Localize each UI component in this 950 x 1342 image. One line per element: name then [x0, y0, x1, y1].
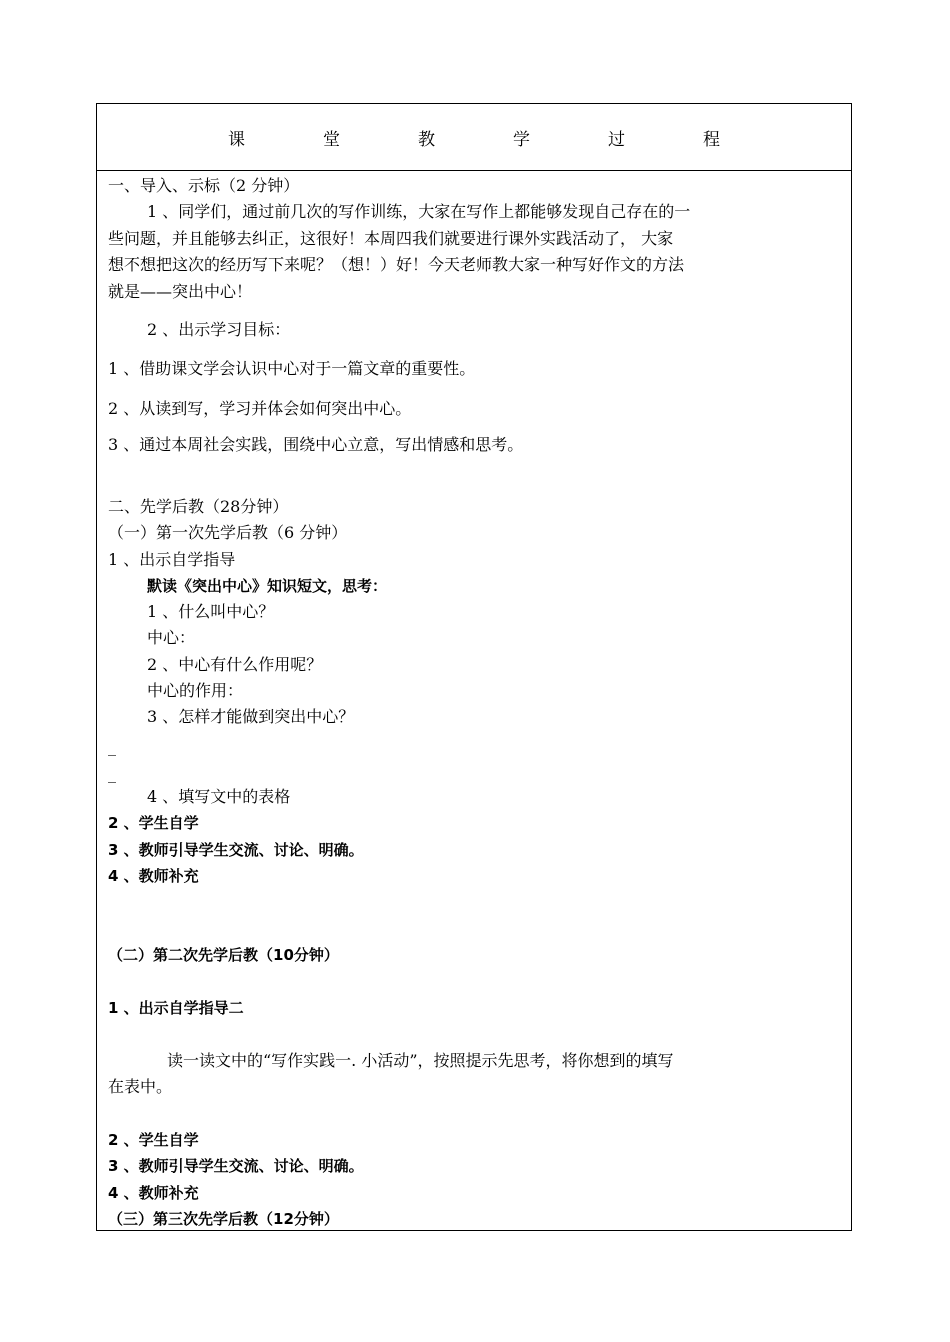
- part2-step: 4 、教师补充: [108, 1184, 199, 1202]
- intro-line: 想不想把这次的经历写下来呢？（想！）好！今天老师教大家一种写好作文的方法: [108, 255, 685, 274]
- part1-step: 2 、学生自学: [108, 814, 199, 832]
- question: 4 、填写文中的表格: [147, 787, 291, 806]
- title-char: 课: [228, 129, 245, 150]
- part1-step: 4 、教师补充: [108, 867, 199, 885]
- goal-item: 3 、通过本周社会实践，围绕中心立意，写出情感和思考。: [108, 435, 524, 454]
- blank-line: _: [108, 764, 116, 783]
- goal-item: 2 、从读到写，学习并体会如何突出中心。: [108, 399, 412, 418]
- part1-step: 1 、出示自学指导: [108, 550, 236, 569]
- title-char: 学: [513, 129, 530, 150]
- part2-instruction: 在表中。: [108, 1077, 173, 1096]
- part2-step: 3 、教师引导学生交流、讨论、明确。: [108, 1157, 364, 1175]
- part2-title: （二）第二次先学后教（10分钟）: [108, 946, 339, 964]
- intro-line: 1 、同学们，通过前几次的写作训练，大家在写作上都能够发现自己存在的一: [147, 202, 691, 221]
- part2-step: 1 、出示自学指导二: [108, 999, 244, 1017]
- guide-instruction: 默读《突出中心》知识短文，思考：: [147, 577, 388, 595]
- lesson-table: [96, 103, 852, 1231]
- question: 3 、怎样才能做到突出中心？: [147, 707, 355, 726]
- section2-heading: 二、先学后教（28分钟）: [108, 497, 289, 516]
- section1-heading: 一、导入、示标（2 分钟）: [108, 176, 300, 195]
- goals-title: 2 、出示学习目标：: [147, 320, 291, 339]
- question: 2 、中心有什么作用呢？: [147, 655, 323, 674]
- title-char: 堂: [323, 129, 340, 150]
- part1-title: （一）第一次先学后教（6 分钟）: [108, 523, 348, 542]
- title-char: 过: [608, 129, 625, 150]
- part2-instruction: 读一读文中的“写作实践一. 小活动”，按照提示先思考，将你想到的填写: [167, 1051, 674, 1070]
- answer-label: 中心的作用：: [147, 681, 244, 700]
- blank-line: _: [108, 737, 116, 756]
- title-char: 教: [418, 129, 435, 150]
- question: 1 、什么叫中心？: [147, 602, 275, 621]
- title-char: 程: [703, 129, 720, 150]
- part1-step: 3 、教师引导学生交流、讨论、明确。: [108, 841, 364, 859]
- part2-step: 2 、学生自学: [108, 1131, 199, 1149]
- page-title: [97, 104, 851, 170]
- intro-line: 些问题，并且能够去纠正，这很好！本周四我们就要进行课外实践活动了， 大家: [108, 229, 674, 248]
- goal-item: 1 、借助课文学会认识中心对于一篇文章的重要性。: [108, 359, 476, 378]
- intro-line: 就是——突出中心！: [108, 282, 253, 301]
- answer-label: 中心：: [147, 628, 196, 647]
- part3-title: （三）第三次先学后教（12分钟）: [108, 1210, 339, 1228]
- table-header-row: [97, 104, 851, 171]
